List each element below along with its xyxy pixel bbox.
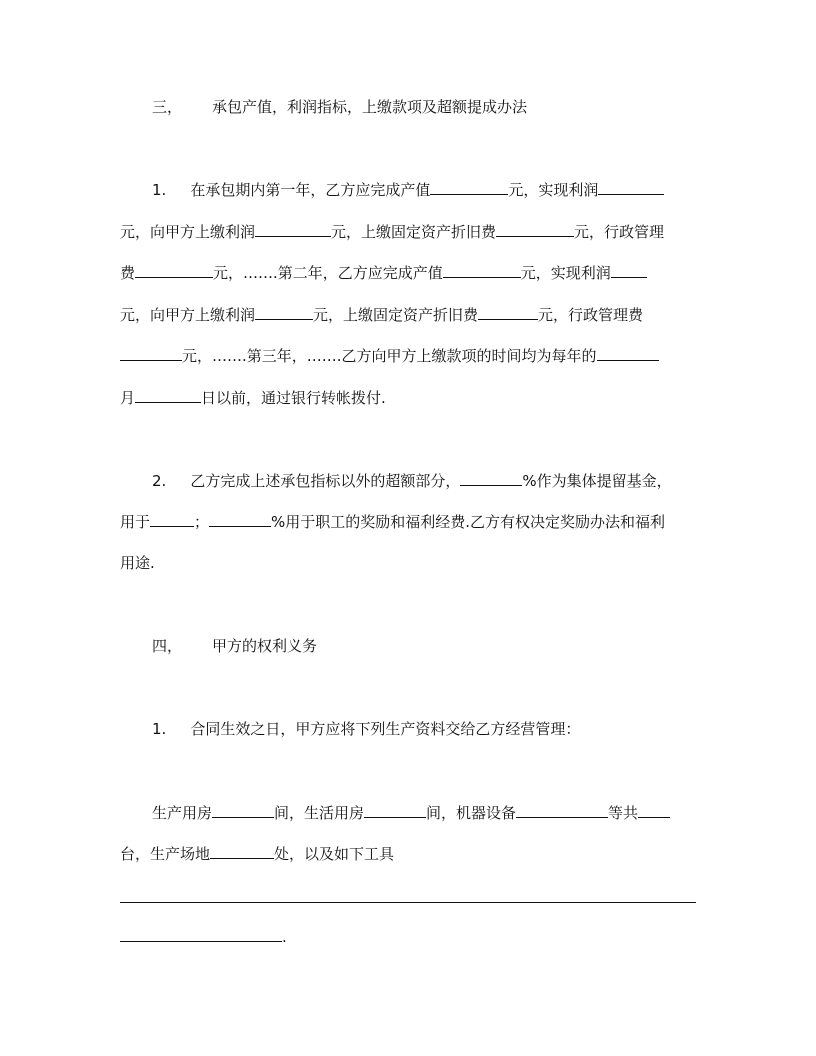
item-1-line-3: [120, 263, 647, 283]
text-segment: 元，向甲方上缴利润: [120, 223, 256, 241]
tools-fill-line: [120, 902, 696, 903]
fill-blank: [611, 263, 647, 278]
fill-blank: [516, 803, 608, 818]
item-number: 1.: [152, 181, 167, 199]
text-segment: 费: [120, 264, 136, 282]
fill-blank: [210, 844, 274, 859]
item-1-line-6: [120, 388, 386, 408]
text-segment: 间，生活用房: [274, 804, 365, 822]
text-segment: 元，向甲方上缴利润: [120, 306, 256, 324]
text-segment: 乙方完成上述承包指标以外的超额部分，: [190, 472, 461, 490]
fill-blank: [209, 512, 271, 527]
text-segment: 用途.: [120, 554, 155, 572]
text-segment: 处，以及如下工具: [274, 845, 395, 863]
fill-blank: [255, 305, 313, 320]
fill-blank: [597, 346, 659, 361]
fill-blank: [364, 803, 426, 818]
text-segment: 月: [120, 389, 136, 407]
assets-line-1: [152, 803, 670, 823]
section-4-number: 四，: [152, 637, 183, 655]
text-segment: 元，上缴固定资产折旧费: [313, 306, 479, 324]
item-2-line-2: [120, 512, 665, 532]
fill-blank: [150, 512, 194, 527]
section-4-heading: [152, 636, 317, 656]
fill-blank: [120, 346, 182, 361]
text-segment: 元，上缴固定资产折旧费: [331, 223, 497, 241]
text-segment: 元，…….第三年，…….乙方向甲方上缴款项的时间均为每年的: [182, 347, 597, 365]
text-segment: ；: [194, 513, 210, 531]
item-1-line-5: [120, 346, 659, 366]
item-1-line-1: [152, 180, 664, 200]
fill-blank: [135, 388, 201, 403]
section-3-heading: [152, 97, 527, 117]
fill-blank: [430, 180, 508, 195]
text-segment: %作为集体提留基金，: [522, 472, 672, 490]
section-4-title: 甲方的权利义务: [212, 637, 318, 655]
text-segment: 元，…….第二年，乙方应完成产值: [213, 264, 443, 282]
item-1-line-4: [120, 305, 643, 325]
fill-blank: [443, 263, 521, 278]
fill-blank: [496, 222, 574, 237]
assets-line-2: [120, 844, 394, 864]
fill-blank: [255, 222, 331, 237]
text-segment: 元，实现利润: [520, 264, 611, 282]
text-segment: 间，机器设备: [426, 804, 517, 822]
item-number: 1.: [152, 720, 167, 738]
text-segment: 台，生产场地: [120, 845, 211, 863]
text-segment: 元，实现利润: [508, 181, 599, 199]
item-1-line-2: [120, 222, 664, 242]
assets-line-4: [120, 927, 287, 947]
text-segment: .: [282, 928, 287, 946]
fill-blank: [478, 305, 538, 320]
section-3-title: 承包产值，利润指标，上缴款项及超额提成办法: [212, 98, 528, 116]
fill-blank: [135, 263, 213, 278]
fill-blank: [460, 471, 522, 486]
text-segment: 元，行政管理: [574, 223, 665, 241]
text-segment: 元，行政管理费: [538, 306, 644, 324]
text-segment: 生产用房: [152, 804, 213, 822]
fill-blank: [212, 803, 274, 818]
item-number: 2.: [152, 472, 167, 490]
section-4-item-1: [152, 719, 580, 739]
text-segment: 用于: [120, 513, 151, 531]
fill-blank: [120, 927, 282, 942]
section-3-number: 三，: [152, 98, 183, 116]
text-segment: 日以前，通过银行转帐拨付.: [201, 389, 386, 407]
fill-blank: [598, 180, 664, 195]
item-2-line-1: [152, 471, 672, 491]
item-2-line-3: [120, 553, 155, 573]
text-segment: 等共: [608, 804, 639, 822]
text-segment: 在承包期内第一年，乙方应完成产值: [190, 181, 431, 199]
fill-blank: [638, 803, 670, 818]
text-segment: 合同生效之日，甲方应将下列生产资料交给乙方经营管理：: [190, 720, 581, 738]
text-segment: %用于职工的奖励和福利经费.乙方有权决定奖励办法和福利: [271, 513, 666, 531]
